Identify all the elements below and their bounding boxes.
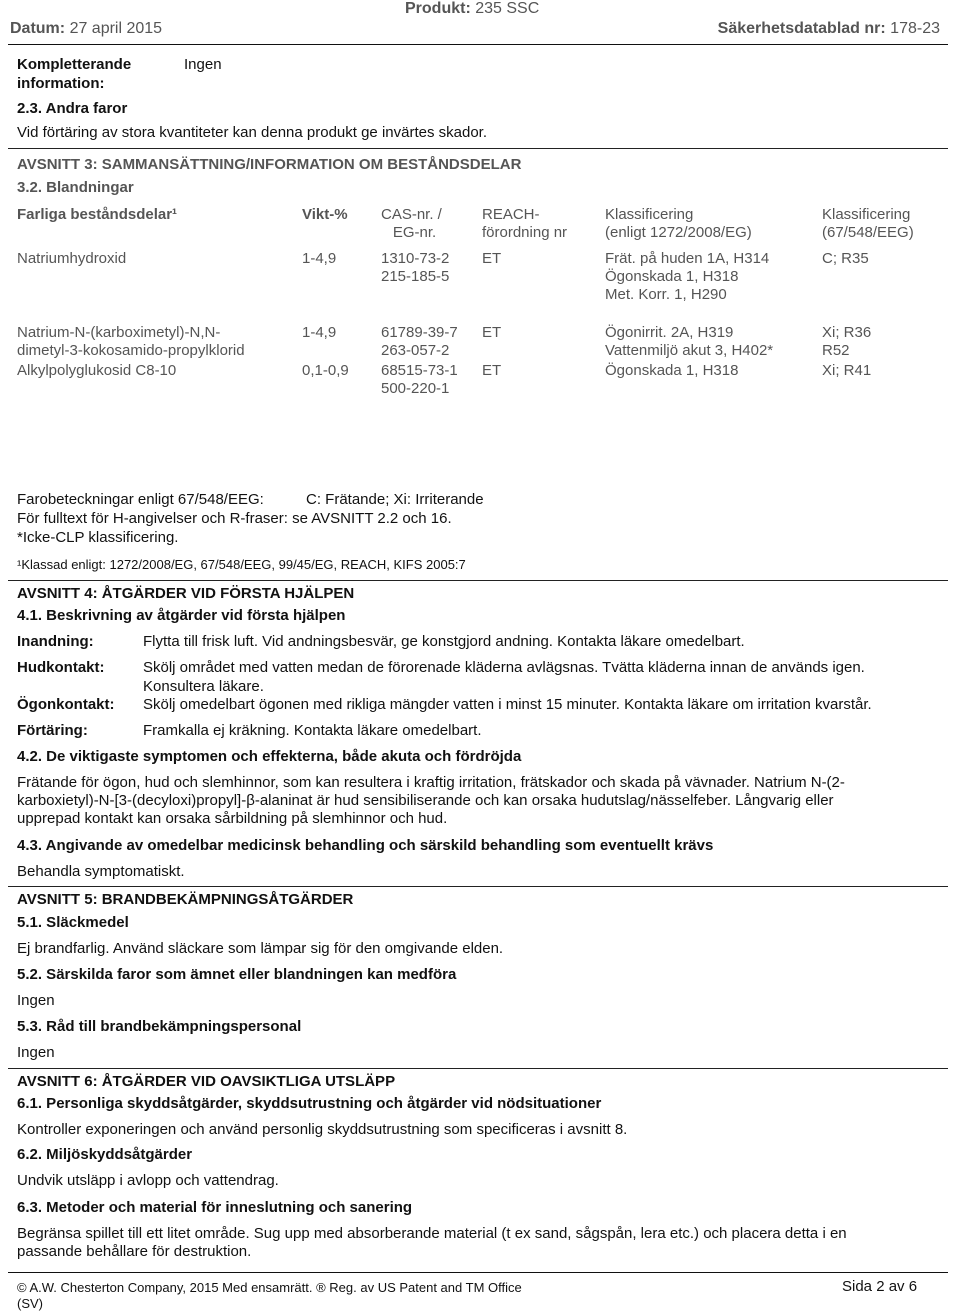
header-date xyxy=(10,20,162,38)
ingredient-eg: 215-185-5 xyxy=(381,268,450,285)
section-5-3-heading: 5.3. Råd till brandbekämpningspersonal xyxy=(17,1018,302,1035)
ingredient-cas: 61789-39-7 xyxy=(381,324,458,341)
ingestion-label: Förtäring: xyxy=(17,722,88,739)
ingredient-cas: 1310-73-2 xyxy=(381,250,450,267)
section-4-2-text: upprepad kontakt kan orsaka sårbildning på slemhinnor och hud. xyxy=(17,810,448,827)
ingredient-name: dimetyl-3-kokosamido-propylklorid xyxy=(17,342,245,359)
eye-contact-label: Ögonkontakt: xyxy=(17,696,115,713)
header-sds-number xyxy=(718,20,940,38)
ingredient-reach: ET xyxy=(482,362,502,379)
section-2-3-heading: 2.3. Andra faror xyxy=(17,100,128,117)
section-6-3-text: passande behållare för destruktion. xyxy=(17,1243,252,1260)
hazard-symbols-value: C: Frätande; Xi: Irriterande xyxy=(306,491,484,508)
ingredient-weight: 1-4,9 xyxy=(302,324,337,341)
ingredient-weight: 1-4,9 xyxy=(302,250,337,267)
header-sds-label: Säkerhetsdatablad nr: xyxy=(717,20,886,37)
section-3-top-rule xyxy=(8,148,948,149)
section-4-1-heading: 4.1. Beskrivning av åtgärder vid första hjälpen xyxy=(17,607,346,624)
header-product xyxy=(405,0,539,18)
non-clp-note: *Icke-CLP klassificering. xyxy=(17,529,179,546)
ingestion-text: Framkalla ej kräkning. Kontakta läkare omedelbart. xyxy=(143,722,482,739)
header-date-value: 27 april 2015 xyxy=(69,20,163,37)
ingredient-cas: 68515-73-1 xyxy=(381,362,458,379)
section-5-1-text: Ej brandfarlig. Använd släckare som lämpar sig för den omgivande elden. xyxy=(17,940,504,957)
ingredient-weight: 0,1-0,9 xyxy=(302,362,349,379)
col-header-dsd-1: Klassificering xyxy=(822,206,911,223)
section-5-2-heading: 5.2. Särskilda faror som ämnet eller blandningen kan medföra xyxy=(17,966,457,983)
col-header-cas-1: CAS-nr. / xyxy=(381,206,442,223)
ingredient-dsd: Xi; R36 xyxy=(822,324,872,341)
section-6-3-heading: 6.3. Metoder och material för inneslutning och sanering xyxy=(17,1199,413,1216)
section-3-2-heading: 3.2. Blandningar xyxy=(17,179,134,196)
section-6-top-rule xyxy=(8,1068,948,1069)
ingredient-eg: 263-057-2 xyxy=(381,342,450,359)
classification-footnote: ¹Klassad enligt: 1272/2008/EG, 67/548/EEG, 99/45/EG, REACH, KIFS 2005:7 xyxy=(17,557,466,572)
supplementary-info-label-1: Kompletterande xyxy=(17,56,132,73)
section-5-top-rule xyxy=(8,886,948,887)
header-product-label: Produkt: xyxy=(405,0,471,17)
ingredient-name: Alkylpolyglukosid C8-10 xyxy=(17,362,177,379)
col-header-weight: Vikt-% xyxy=(302,206,348,223)
section-5-heading: AVSNITT 5: BRANDBEKÄMPNINGSÅTGÄRDER xyxy=(17,891,354,908)
section-6-1-heading: 6.1. Personliga skyddsåtgärder, skyddsutrustning och åtgärder vid nödsituationer xyxy=(17,1095,602,1112)
section-4-heading: AVSNITT 4: ÅTGÄRDER VID FÖRSTA HJÄLPEN xyxy=(17,585,355,602)
ingredient-clp: Ögonirrit. 2A, H319 xyxy=(605,324,734,341)
supplementary-info-label-2: information: xyxy=(17,75,105,92)
ingredient-name: Natrium-N-(karboximetyl)-N,N- xyxy=(17,324,221,341)
ingredient-reach: ET xyxy=(482,250,502,267)
header-product-value: 235 SSC xyxy=(475,0,540,17)
ingredient-clp: Ögonskada 1, H318 xyxy=(605,362,739,379)
header-divider xyxy=(8,44,948,45)
section-6-heading: AVSNITT 6: ÅTGÄRDER VID OAVSIKTLIGA UTSLÄPP xyxy=(17,1073,396,1090)
ingredient-dsd: R52 xyxy=(822,342,850,359)
supplementary-info-value: Ingen xyxy=(184,56,222,73)
skin-contact-text: Skölj området med vatten medan de förorenade kläderna avlägsnas. Tvätta kläderna innan de används igen. xyxy=(143,659,865,676)
ingredient-clp: Met. Korr. 1, H290 xyxy=(605,286,727,303)
col-header-reach-2: förordning nr xyxy=(482,224,568,241)
section-4-2-heading: 4.2. De viktigaste symptomen och effekterna, både akuta och fördröjda xyxy=(17,748,522,765)
footer-page-number: Sida 2 av 6 xyxy=(842,1278,918,1295)
skin-contact-text: Konsultera läkare. xyxy=(143,678,264,695)
ingredient-clp: Vattenmiljö akut 3, H402* xyxy=(605,342,774,359)
section-4-2-text: Frätande för ögon, hud och slemhinnor, som kan resultera i kraftig irritation, frätskador och skada på vävnader. Natrium N-(2- xyxy=(17,774,845,791)
section-2-3-text: Vid förtäring av stora kvantiteter kan denna produkt ge invärtes skador. xyxy=(17,124,487,141)
header-date-label: Datum: xyxy=(10,20,66,37)
section-6-1-text: Kontroller exponeringen och använd personlig skyddsutrustning som specificeras i avsnitt 8. xyxy=(17,1121,628,1138)
section-5-1-heading: 5.1. Släckmedel xyxy=(17,914,129,931)
col-header-cas-2: EG-nr. xyxy=(392,224,437,241)
fulltext-reference: För fulltext för H-angivelser och R-fraser: se AVSNITT 2.2 och 16. xyxy=(17,510,452,527)
col-header-ingredient: Farliga beståndsdelar¹ xyxy=(17,206,178,223)
ingredient-clp: Frät. på huden 1A, H314 xyxy=(605,250,770,267)
section-6-2-text: Undvik utsläpp i avlopp och vattendrag. xyxy=(17,1172,279,1189)
skin-contact-label: Hudkontakt: xyxy=(17,659,105,676)
col-header-reach-1: REACH- xyxy=(482,206,540,223)
section-3-heading: AVSNITT 3: SAMMANSÄTTNING/INFORMATION OM BESTÅNDSDELAR xyxy=(17,156,522,173)
ingredient-eg: 500-220-1 xyxy=(381,380,450,397)
col-header-dsd-2: (67/548/EEG) xyxy=(822,224,914,241)
section-5-3-text: Ingen xyxy=(17,1044,55,1061)
section-6-2-heading: 6.2. Miljöskyddsåtgärder xyxy=(17,1146,193,1163)
section-4-3-text: Behandla symptomatiskt. xyxy=(17,863,185,880)
section-4-top-rule xyxy=(8,580,948,581)
header-sds-value: 178-23 xyxy=(890,20,940,37)
ingredient-name: Natriumhydroxid xyxy=(17,250,127,267)
section-4-3-heading: 4.3. Angivande av omedelbar medicinsk behandling och särskild behandling som eventuellt krävs xyxy=(17,837,714,854)
footer-language: (SV) xyxy=(17,1296,43,1311)
section-6-3-text: Begränsa spillet till ett litet område. Sug upp med absorberande material (t ex sand, sågspån, lera etc.) och placera detta i en xyxy=(17,1225,847,1242)
col-header-clp-2: (enligt 1272/2008/EG) xyxy=(605,224,752,241)
inhalation-text: Flytta till frisk luft. Vid andningsbesvär, ge konstgjord andning. Kontakta läkare omedelbart. xyxy=(143,633,745,650)
eye-contact-text: Skölj omedelbart ögonen med rikliga mängder vatten i minst 15 minuter. Kontakta läkare om irritation kvarstår. xyxy=(143,696,872,713)
footer-copyright: © A.W. Chesterton Company, 2015 Med ensamrätt. ® Reg. av US Patent and TM Office xyxy=(17,1280,522,1295)
section-4-2-text: karboxietyl)-N-[3-(decyloxi)propyl]-β-alaninat är hud sensibiliserande och kan orsaka hudutslag/nässelfeber. Långvarig eller xyxy=(17,792,834,809)
ingredient-dsd: Xi; R41 xyxy=(822,362,872,379)
inhalation-label: Inandning: xyxy=(17,633,94,650)
ingredient-dsd: C; R35 xyxy=(822,250,869,267)
section-5-2-text: Ingen xyxy=(17,992,55,1009)
ingredient-reach: ET xyxy=(482,324,502,341)
footer-rule xyxy=(8,1272,948,1273)
col-header-clp-1: Klassificering xyxy=(605,206,694,223)
ingredient-clp: Ögonskada 1, H318 xyxy=(605,268,739,285)
hazard-symbols-label: Farobeteckningar enligt 67/548/EEG: xyxy=(17,491,264,508)
